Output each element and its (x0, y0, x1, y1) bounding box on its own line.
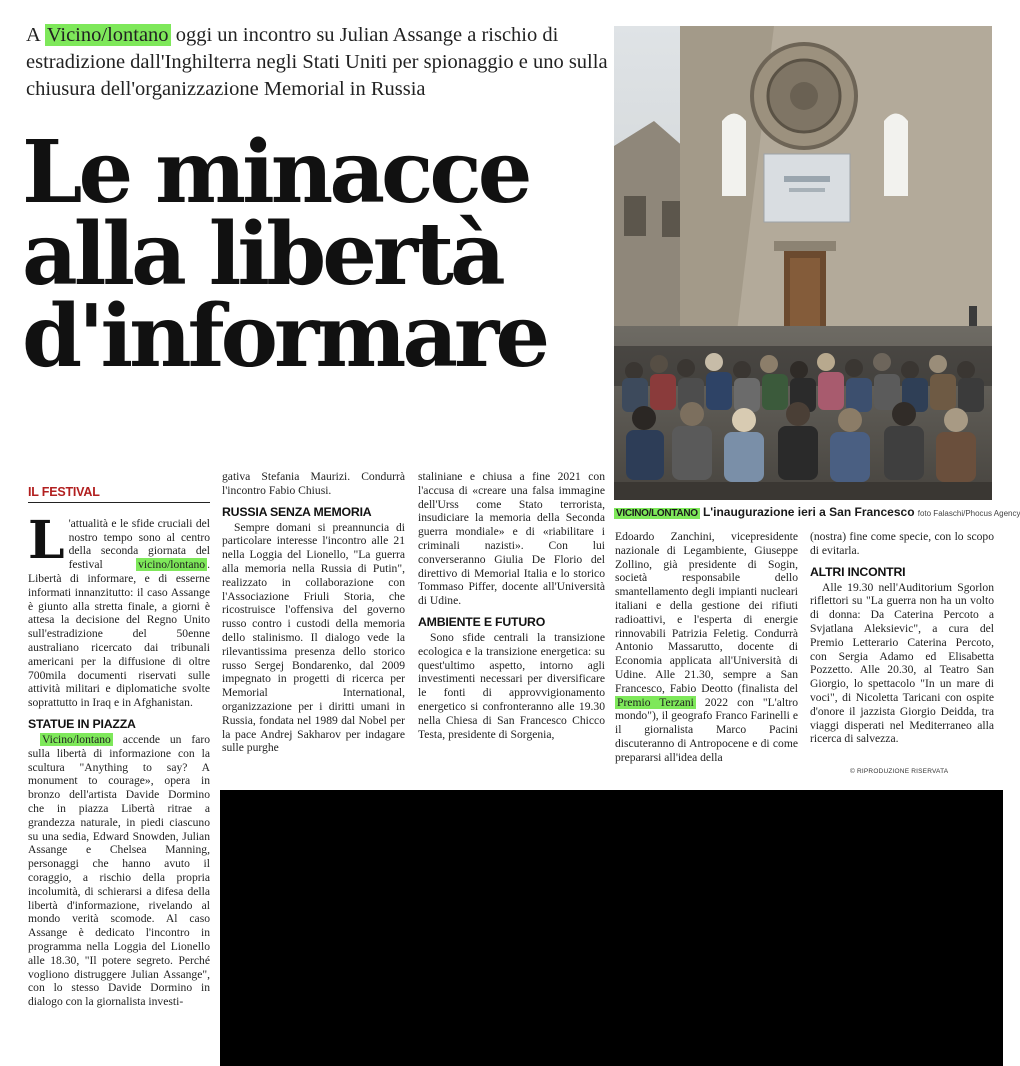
photo-caption (614, 505, 1020, 521)
subheading-russia: RUSSIA SENZA MEMORIA (222, 504, 372, 519)
headline (22, 122, 612, 387)
col4-text: Edoardo Zanchini, vicepresidente nazionale di Legambiente, Giuseppe Zollino, già presidente di Sogin, società responsabile dello smantellamento degli impianti nucleari italiani e della gestione dei rifiuti radioattivi, e l'esperta di energie rinnovabili Patrizia Feletig. Condurrà Antonio Massarutto, docente di Economia applicata all'Università di Udine. Alle 21.30, sempre a San Francesco, Fabio Deotto (finalista del (615, 530, 798, 695)
statue-paragraph (28, 733, 210, 1009)
ambiente-paragraph: Sono sfide centrali la transizione ecologica e la transizione energetica: su quest'ultimo aspetto, intorno agli investimenti necessari per diversificare le fonti di approvvigionamento energetico si confronteranno alle 19.30 nella Chiesa di San Francesco Chicco Testa, presidente di Sorgenia, (418, 630, 605, 741)
continued-paragraph: staliniane e chiusa a fine 2021 con l'accusa di «creare una falsa immagine dell'Urss come Stato terrorista, insudiciare la memoria della Seconda guerra mondiale» e di «riabilitare i criminali nazisti». Con lui converseranno Giulia De Florio del direttivo di Memorial Italia e lo storico Tommaso Piffer, docente all'Università di Udine. (418, 470, 605, 608)
summary-prefix: A (26, 24, 45, 46)
altri-paragraph: Alle 19.30 nell'Auditorium Sgorlon riflettori su "La guerra non ha un volto di donna: Da Caterina Percoto a Svjatlana Aleksievic", a cura del Premio Letterario Caterina Percoto, con Sergia Adamo ed Elisabetta Pozzetto. Alle 20.30, al Teatro San Giorgio, lo spettacolo "In un mare di voci", di Nicoletta Taricani con ospite d'onore il jazzista Giorgio Deidda, tra viaggi disperati nel Mediterraneo alla ricerca di salvezza. (810, 580, 994, 746)
photo-credit: foto Falaschi/Phocus Agency (917, 509, 1020, 518)
prize-highlight: Premio Terzani (617, 695, 694, 709)
redacted-area (220, 790, 1003, 1066)
article-column-2 (222, 470, 405, 755)
church-photo (614, 26, 992, 500)
russia-paragraph: Sempre domani si preannuncia di particolare interesse l'incontro alle 21 nella Loggia del Lionello, "La guerra alla memoria nella Russia di Putin", realizzato in collaborazione con l'Associazione Friuli Storia, che ricostruisce l'offensiva del governo russo contro i custodi della memoria dello stalinismo. Il dialogo vede la rilevantissima presenza dello storico russo Sergej Bondarenko, dal 2009 impegnato in progetti di ricerca per Memorial International, organizzazione per i diritti umani in Russia, fondata nel 1989 dal Nobel per la pace Andrej Sakharov per indagare sulle purghe (222, 520, 405, 755)
drop-cap: L (28, 509, 65, 571)
article-summary (26, 22, 611, 103)
caption-text: L'inaugurazione ieri a San Francesco (702, 505, 915, 519)
headline-line: Le minacce (22, 122, 529, 223)
col4-text: 2022 con "L'altro mondo"), il geografo Franco Farinelli e il giornalista Marco Pacini discuteranno di Antropocene e di come prepararsi all'idea della (615, 695, 798, 764)
continued-paragraph: gativa Stefania Maurizi. Condurrà l'incontro Fabio Chiusi. (222, 470, 405, 497)
subheading-statue: STATUE IN PIAZZA (28, 716, 136, 731)
article-column-1 (28, 486, 210, 1009)
summary-text: oggi un incontro su Julian Assange a rischio di estradizione dall'Inghilterra negli Stati Uniti per spionaggio e uno sulla chiusura dell'organizzazione Memorial in Russia (26, 24, 608, 100)
section-kicker: IL FESTIVAL (28, 486, 210, 503)
caption-tag: VICINO/LONTANO (616, 508, 698, 519)
continued-paragraph (615, 530, 798, 765)
article-column-4 (615, 530, 798, 765)
statue-text: accende un faro sulla libertà di informazione con la scultura "Anything to say? A monument to courage», opera in bronzo dell'artista Davide Dormino che in piazza Libertà ritrae a grandezza naturale, in piedi ciascuno su una sedia, Edward Snowden, Julian Assange e Chelsea Manning, personaggi che hanno avuto il coraggio, a rischio della propria incolumità, di schierarsi a difesa della libertà d'informazione, rivelando al mondo verità scomode. Al caso Assange è dedicato l'incontro in programma nella Loggia del Lionello alle 18.30, "Il potere segreto. Perché vogliono distruggere Julian Assange", con lo stesso Davide Dormino in dialogo con la giornalista investi- (28, 732, 210, 1009)
headline-line: alla libertà (22, 204, 502, 305)
headline-line: d'informare (22, 286, 547, 387)
intro-text: 'attualità e le sfide cruciali del nostro tempo sono al centro della seconda giornata del festival (68, 516, 210, 572)
festival-highlight: Vicino/lontano (46, 24, 169, 46)
festival-highlight: Vicino/lontano (42, 732, 111, 746)
article-column-3 (418, 470, 605, 741)
festival-highlight: vicino/lontano (138, 558, 206, 572)
intro-text: . Libertà di informare, e di esserne informati innanzitutto: il caso Assange è giunto alla stretta finale, a giorni è attesa la decisione del Regno Unito sull'estradizione del 50enne australiano ricercato dai tribunali americani per la diffusione di oltre 700mila documenti riservati sulle attività militari e diplomatiche svolte soprattutto in Iraq e in Afghanistan. (28, 558, 210, 710)
subheading-ambiente: AMBIENTE E FUTURO (418, 614, 546, 629)
continued-paragraph: (nostra) fine come specie, con lo scopo di evitarla. (810, 530, 994, 557)
subheading-altri: ALTRI INCONTRI (810, 564, 906, 579)
copyright-notice: © RIPRODUZIONE RISERVATA (850, 768, 949, 775)
article-column-5 (810, 530, 994, 746)
intro-paragraph (28, 509, 210, 710)
